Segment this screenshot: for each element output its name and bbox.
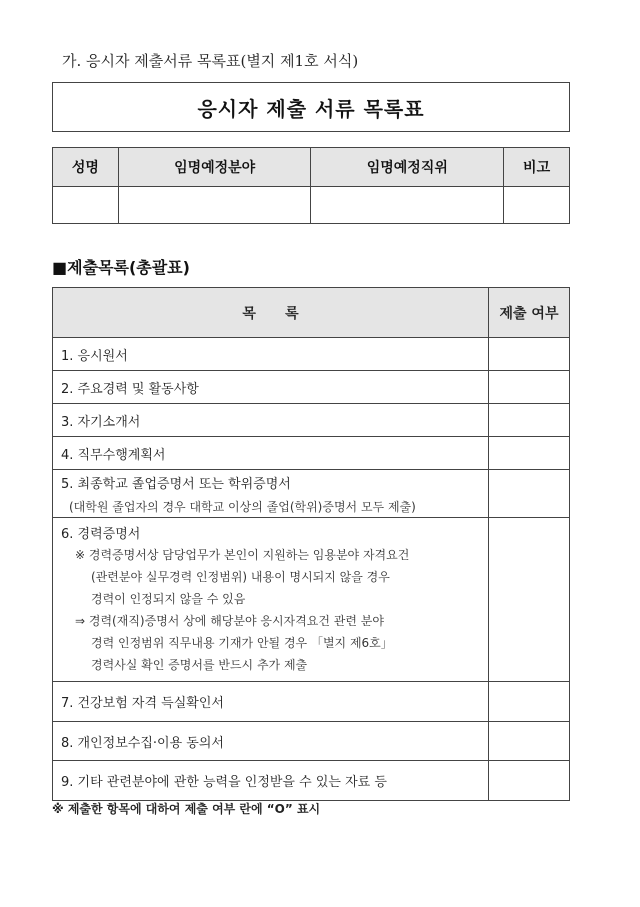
document-list-table <box>52 287 570 801</box>
item-cell <box>53 470 489 518</box>
list-row-8 <box>53 722 570 761</box>
list-row-1 <box>53 338 570 371</box>
applicant-table-input-row <box>53 187 570 224</box>
note-line: (관련분야 실무경력 인정범위) 내용이 명시되지 않을 경우 <box>91 570 390 584</box>
submit-check-cell[interactable] <box>489 371 570 404</box>
item-label: 8. 개인정보수집·이용 동의서 <box>53 722 489 761</box>
list-table-header-row <box>53 288 570 338</box>
submit-check-cell[interactable] <box>489 761 570 801</box>
item-label: 3. 자기소개서 <box>53 404 489 437</box>
note-line: 경력이 인정되지 않을 수 있음 <box>91 592 246 606</box>
applicant-info-table <box>52 147 570 224</box>
submit-check-cell[interactable] <box>489 518 570 682</box>
form-heading: 가. 응시자 제출서류 목록표(별지 제1호 서식) <box>62 52 359 70</box>
item-label: 1. 응시원서 <box>53 338 489 371</box>
list-row-6 <box>53 518 570 682</box>
field-cell[interactable] <box>118 187 311 224</box>
remarks-cell[interactable] <box>504 187 570 224</box>
position-cell[interactable] <box>311 187 504 224</box>
header-field: 임명예정분야 <box>118 148 311 187</box>
item-sublabel: (대학원 졸업자의 경우 대학교 이상의 졸업(학위)증명서 모두 제출) <box>69 499 416 514</box>
note-line: ※ 경력증명서상 담당업무가 본인이 지원하는 임용분야 자격요건 <box>75 548 410 562</box>
applicant-table-header-row <box>53 148 570 187</box>
header-name: 성명 <box>53 148 119 187</box>
submit-check-cell[interactable] <box>489 682 570 722</box>
submit-check-cell[interactable] <box>489 470 570 518</box>
submit-check-cell[interactable] <box>489 404 570 437</box>
item-label: 6. 경력증명서 <box>61 527 141 542</box>
header-remarks: 비고 <box>504 148 570 187</box>
header-list: 목 록 <box>53 288 489 338</box>
list-row-4 <box>53 437 570 470</box>
footnote: ※ 제출한 항목에 대하여 제출 여부 란에 “O” 표시 <box>52 802 321 816</box>
item-label: 5. 최종학교 졸업증명서 또는 학위증명서 <box>61 476 291 492</box>
header-submitted: 제출 여부 <box>489 288 570 338</box>
document-title: 응시자 제출 서류 목록표 <box>52 82 570 132</box>
item-label: 7. 건강보험 자격 득실확인서 <box>53 682 489 722</box>
item-cell <box>53 518 489 682</box>
note-line: 경력사실 확인 증명서를 반드시 추가 제출 <box>91 658 308 672</box>
submit-check-cell[interactable] <box>489 437 570 470</box>
item-label: 4. 직무수행계획서 <box>53 437 489 470</box>
submit-check-cell[interactable] <box>489 722 570 761</box>
list-row-5 <box>53 470 570 518</box>
note-line: 경력 인정범위 직무내용 기재가 안될 경우 「별지 제6호」 <box>91 636 393 650</box>
item-label: 9. 기타 관련분야에 관한 능력을 인정받을 수 있는 자료 등 <box>53 761 489 801</box>
list-row-7 <box>53 682 570 722</box>
list-row-3 <box>53 404 570 437</box>
list-row-2 <box>53 371 570 404</box>
list-row-9 <box>53 761 570 801</box>
note-line: ⇒ 경력(재직)증명서 상에 해당분야 응시자격요건 관련 분야 <box>75 614 384 628</box>
item-label: 2. 주요경력 및 활동사항 <box>53 371 489 404</box>
submit-check-cell[interactable] <box>489 338 570 371</box>
section-title: ■제출목록(총괄표) <box>52 258 190 277</box>
name-cell[interactable] <box>53 187 119 224</box>
header-position: 임명예정직위 <box>311 148 504 187</box>
